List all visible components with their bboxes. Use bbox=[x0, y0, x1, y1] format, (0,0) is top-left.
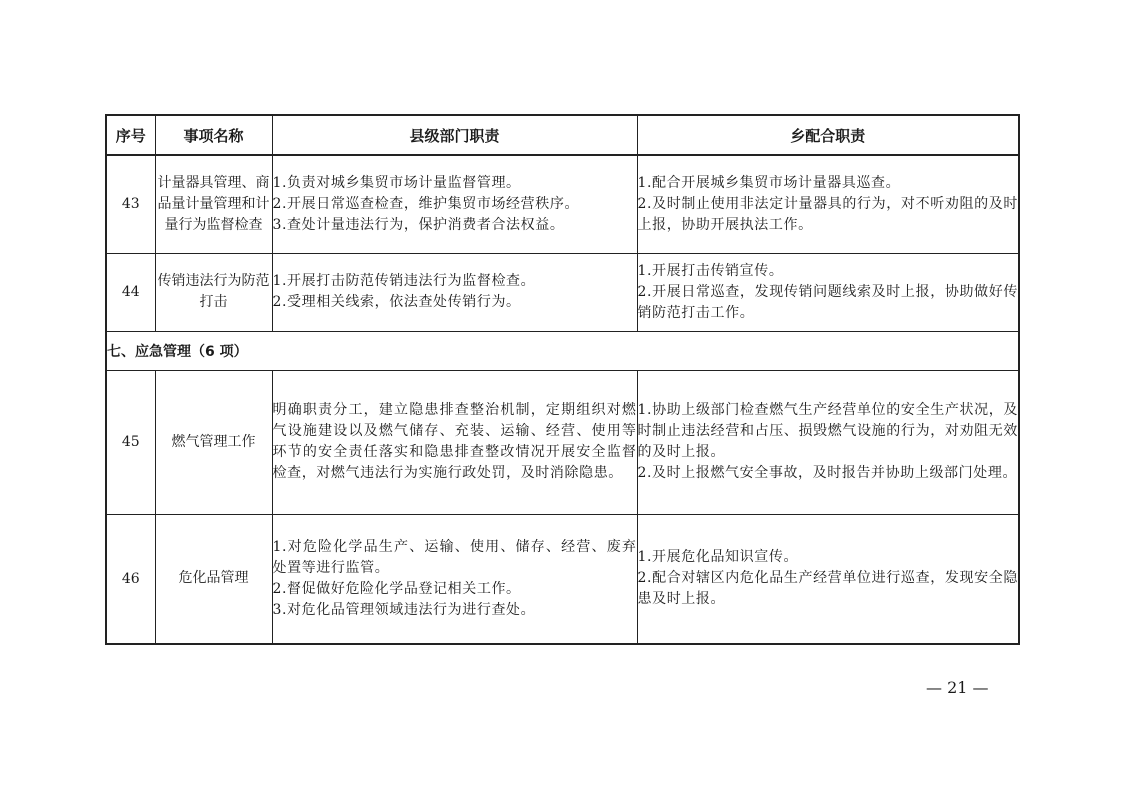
row-name: 燃气管理工作 bbox=[155, 370, 272, 514]
table-row bbox=[106, 514, 1019, 644]
table-row bbox=[106, 155, 1019, 253]
county-item: 1.开展打击防范传销违法行为监督检查。 bbox=[272, 273, 536, 289]
row-no: 45 bbox=[106, 370, 155, 514]
row-name: 计量器具管理、商品量计量管理和计量行为监督检查 bbox=[155, 155, 272, 253]
town-item: 2.及时制止使用非法定计量器具的行为，对不听劝阻的及时上报，协助开展执法工作。 bbox=[637, 195, 1018, 233]
county-item: 1.对危险化学品生产、运输、使用、储存、经营、废弃处置等进行监管。 bbox=[272, 538, 637, 576]
row-town bbox=[637, 155, 1019, 253]
row-county bbox=[272, 253, 637, 331]
row-county bbox=[272, 514, 637, 644]
county-item: 3.查处计量违法行为，保护消费者合法权益。 bbox=[272, 216, 565, 233]
county-item: 1.负责对城乡集贸市场计量监督管理。 bbox=[272, 174, 521, 191]
header-county: 县级部门职责 bbox=[272, 115, 637, 155]
table-row bbox=[106, 253, 1019, 331]
responsibility-table bbox=[105, 114, 1020, 645]
row-town bbox=[637, 253, 1019, 331]
row-county bbox=[272, 155, 637, 253]
section-title: 七、应急管理（6 项） bbox=[106, 331, 1019, 370]
page-number: — 21 — bbox=[926, 678, 989, 697]
row-no: 44 bbox=[106, 253, 155, 331]
row-no: 46 bbox=[106, 514, 155, 644]
row-town bbox=[637, 514, 1019, 644]
town-item: 1.配合开展城乡集贸市场计量器具巡查。 bbox=[637, 174, 901, 191]
row-no: 43 bbox=[106, 155, 155, 253]
row-name: 危化品管理 bbox=[155, 514, 272, 644]
section-row bbox=[106, 331, 1019, 370]
town-item: 1.开展打击传销宣传。 bbox=[637, 262, 784, 279]
county-item: 2.督促做好危险化学品登记相关工作。 bbox=[272, 580, 521, 597]
header-town: 乡配合职责 bbox=[637, 115, 1019, 155]
town-item: 1.开展危化品知识宣传。 bbox=[637, 549, 799, 566]
county-item: 明确职责分工，建立隐患排查整治机制，定期组织对燃气设施建设以及燃气储存、充装、运输、经营、使用等环节的安全责任落实和隐患排查整改情况开展安全监督检查，对燃气违法行为实施行政处罚，及时消除隐患。 bbox=[272, 402, 637, 481]
header-name: 事项名称 bbox=[155, 115, 272, 155]
county-item: 2.受理相关线索，依法查处传销行为。 bbox=[272, 294, 521, 310]
table-header-row bbox=[106, 115, 1019, 155]
county-item: 2.开展日常巡查检查，维护集贸市场经营秩序。 bbox=[272, 195, 580, 212]
row-name: 传销违法行为防范打击 bbox=[155, 253, 272, 331]
table-row bbox=[106, 370, 1019, 514]
header-no: 序号 bbox=[106, 115, 155, 155]
row-county bbox=[272, 370, 637, 514]
row-town bbox=[637, 370, 1019, 514]
town-item: 1.协助上级部门检查燃气生产经营单位的安全生产状况，及时制止违法经营和占压、损毁燃气设施的行为，对劝阻无效的及时上报。 bbox=[637, 402, 1018, 460]
town-item: 2.及时上报燃气安全事故，及时报告并协助上级部门处理。 bbox=[637, 465, 1018, 481]
town-item: 2.配合对辖区内危化品生产经营单位进行巡查，发现安全隐患及时上报。 bbox=[637, 570, 1018, 608]
town-item: 2.开展日常巡查，发现传销问题线索及时上报，协助做好传销防范打击工作。 bbox=[637, 283, 1018, 321]
county-item: 3.对危化品管理领域违法行为进行查处。 bbox=[272, 601, 536, 618]
